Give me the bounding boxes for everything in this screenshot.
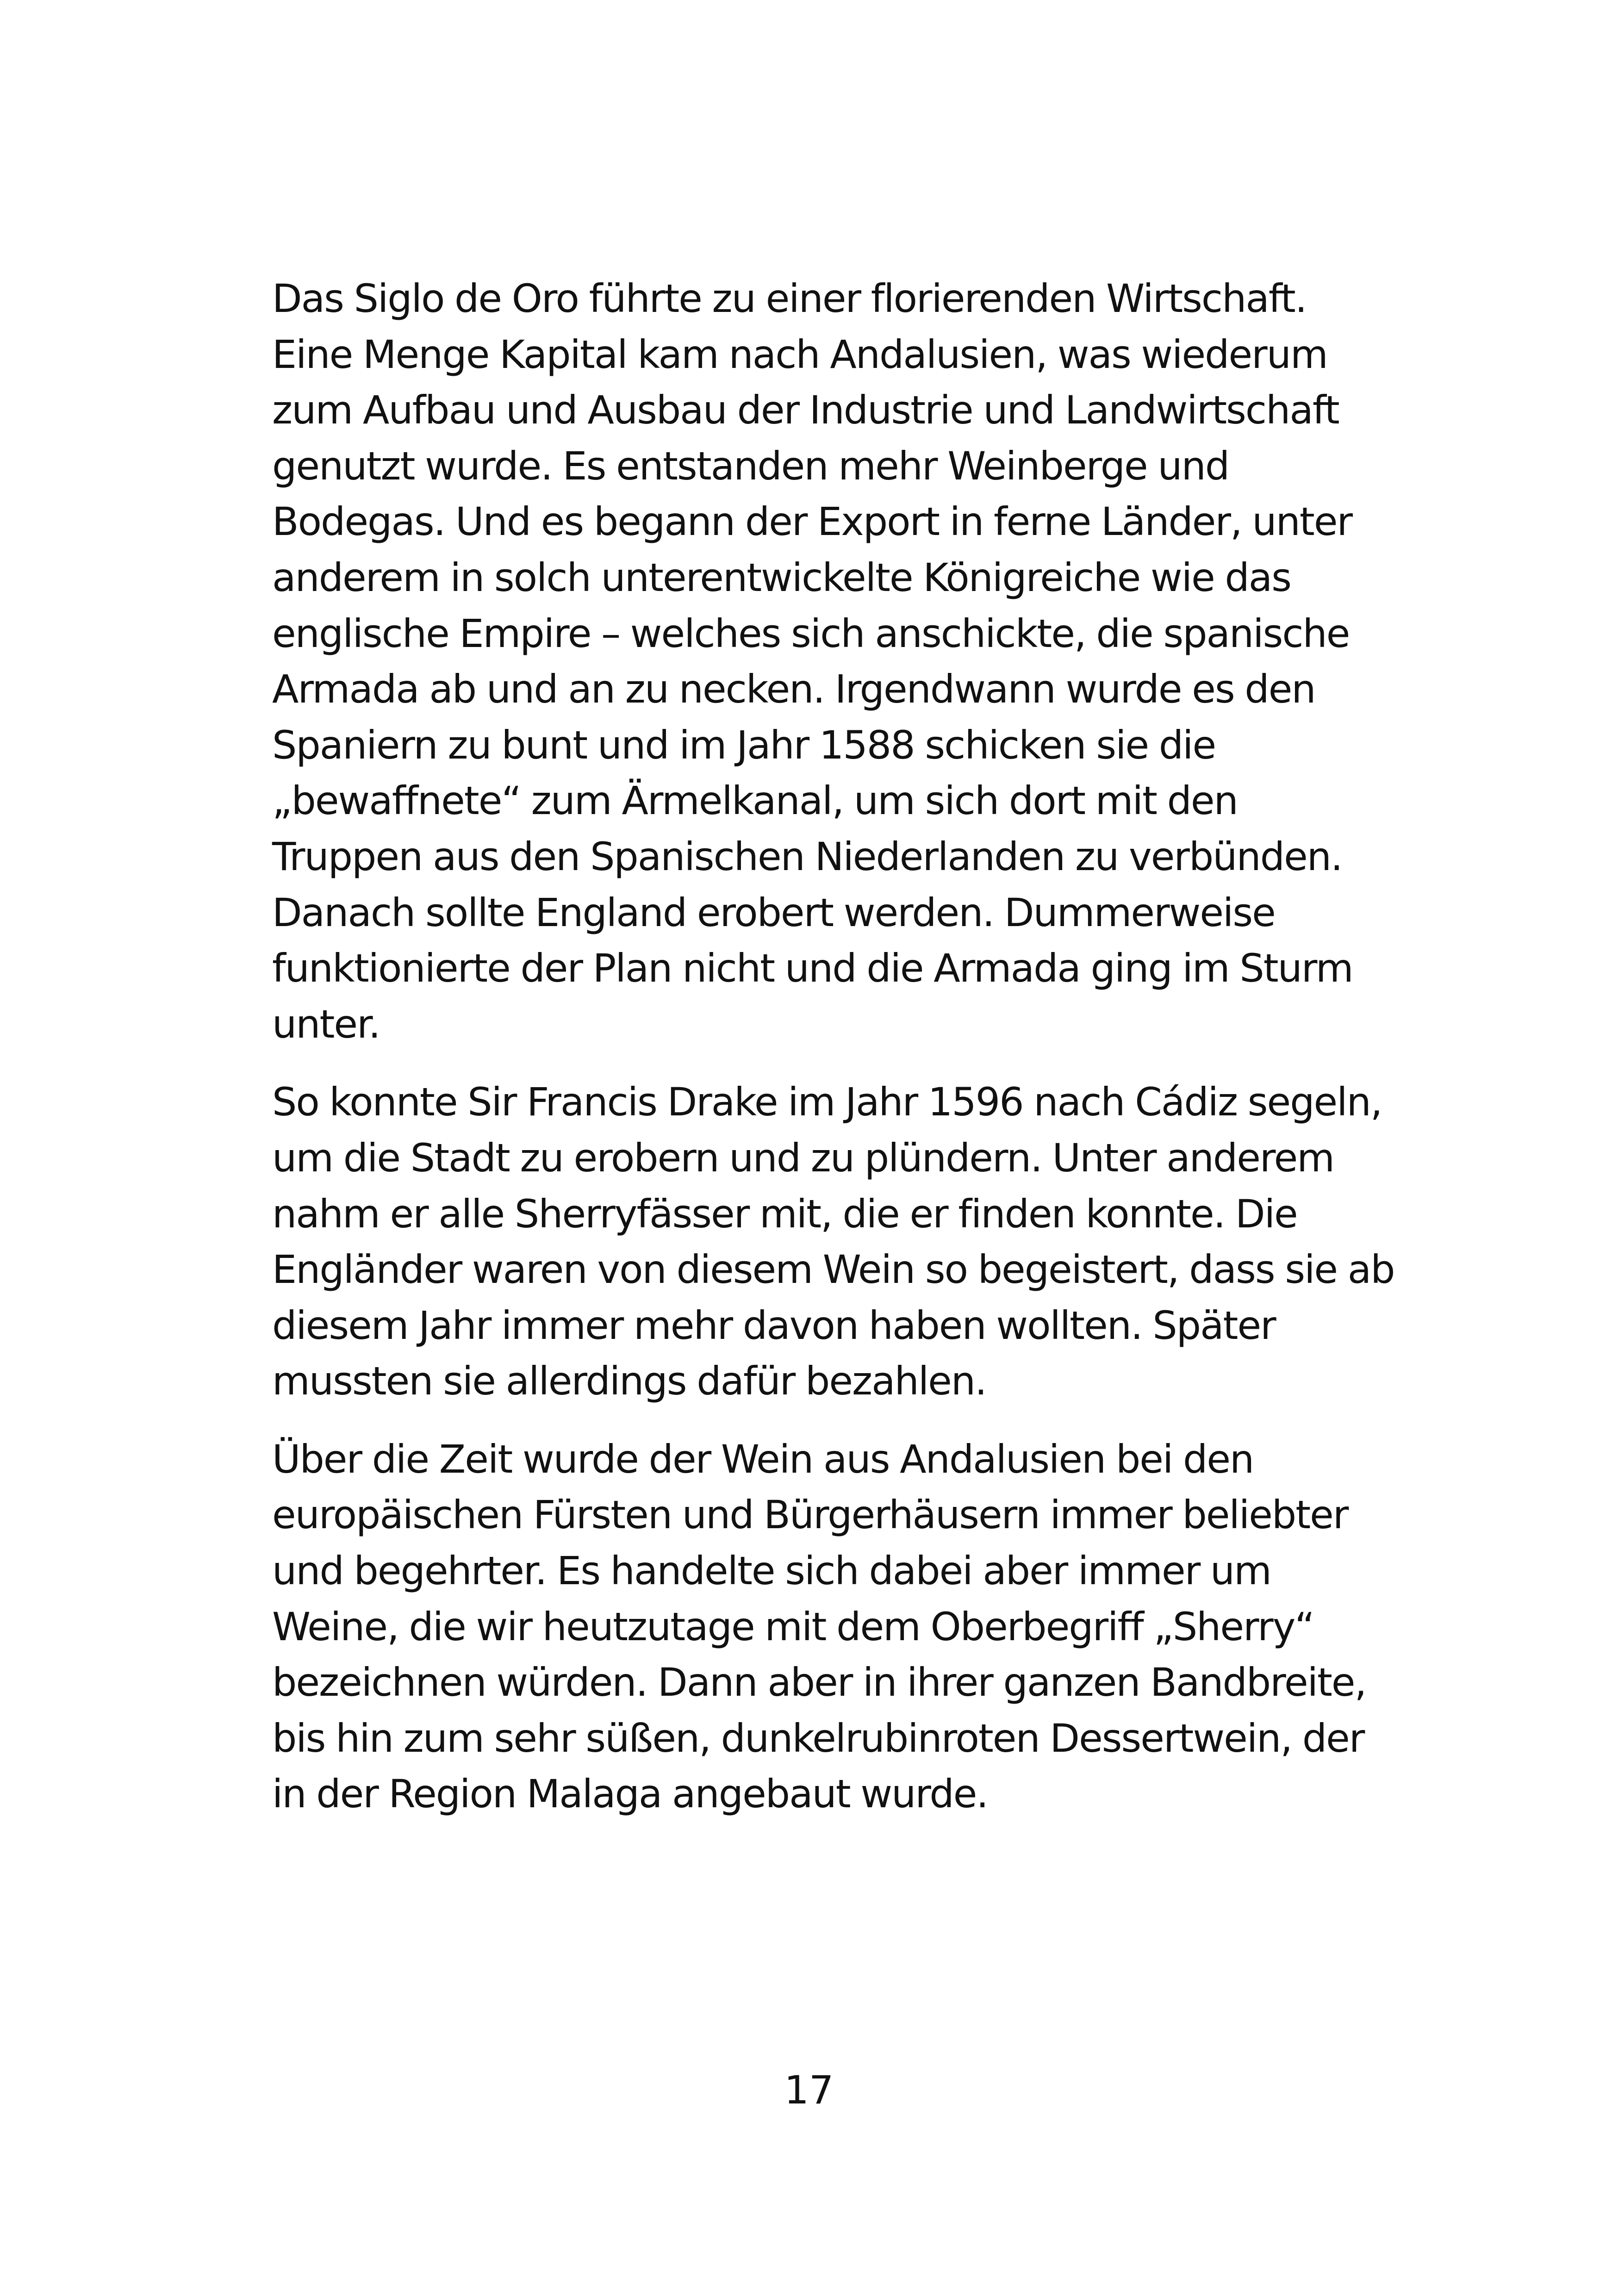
- text-line: englische Empire – welches sich anschickte, die spanische: [272, 610, 1350, 656]
- text-line: Spaniern zu bunt und im Jahr 1588 schicken sie die: [272, 722, 1216, 768]
- text-line: So konnte Sir Francis Drake im Jahr 1596 nach Cádiz segeln,: [272, 1079, 1382, 1125]
- text-line: Weine, die wir heutzutage mit dem Oberbegriff „Sherry“: [272, 1604, 1314, 1649]
- text-line: „bewaffnete“ zum Ärmelkanal, um sich dort mit den: [272, 778, 1238, 824]
- text-line: Eine Menge Kapital kam nach Andalusien, was wiederum: [272, 331, 1327, 377]
- paragraph-1: [272, 271, 1429, 1052]
- paragraph-3: [272, 1431, 1429, 1822]
- page-number: 17: [784, 2067, 834, 2113]
- text-line: nahm er alle Sherryfässer mit, die er finden konnte. Die: [272, 1191, 1297, 1237]
- text-line: europäischen Fürsten und Bürgerhäusern immer beliebter: [272, 1492, 1348, 1538]
- text-line: genutzt wurde. Es entstanden mehr Weinberge und: [272, 443, 1229, 489]
- text-line: zum Aufbau und Ausbau der Industrie und Landwirtschaft: [272, 387, 1339, 433]
- text-line: bezeichnen würden. Dann aber in ihrer ganzen Bandbreite,: [272, 1660, 1366, 1705]
- text-line: um die Stadt zu erobern und zu plündern. Unter anderem: [272, 1135, 1334, 1181]
- text-line: Danach sollte England erobert werden. Dummerweise: [272, 890, 1275, 935]
- text-line: Engländer waren von diesem Wein so begeistert, dass sie ab: [272, 1247, 1394, 1293]
- text-line: funktionierte der Plan nicht und die Armada ging im Sturm: [272, 946, 1353, 991]
- text-line: in der Region Malaga angebaut wurde.: [272, 1771, 988, 1817]
- text-line: und begehrter. Es handelte sich dabei aber immer um: [272, 1548, 1271, 1594]
- body-text: [272, 271, 1429, 1822]
- text-line: mussten sie allerdings dafür bezahlen.: [272, 1358, 986, 1404]
- text-line: Armada ab und an zu necken. Irgendwann wurde es den: [272, 666, 1315, 712]
- text-line: bis hin zum sehr süßen, dunkelrubinroten Dessertwein, der: [272, 1715, 1364, 1761]
- text-line: unter.: [272, 1001, 380, 1047]
- text-line: Truppen aus den Spanischen Niederlanden zu verbünden.: [272, 834, 1342, 879]
- text-line: Bodegas. Und es begann der Export in ferne Länder, unter: [272, 499, 1352, 545]
- text-line: Das Siglo de Oro führte zu einer florierenden Wirtschaft.: [272, 276, 1307, 321]
- text-line: Über die Zeit wurde der Wein aus Andalusien bei den: [272, 1436, 1254, 1482]
- text-line: anderem in solch unterentwickelte Königreiche wie das: [272, 554, 1291, 600]
- text-line: diesem Jahr immer mehr davon haben wollten. Später: [272, 1302, 1276, 1348]
- paragraph-2: [272, 1074, 1429, 1409]
